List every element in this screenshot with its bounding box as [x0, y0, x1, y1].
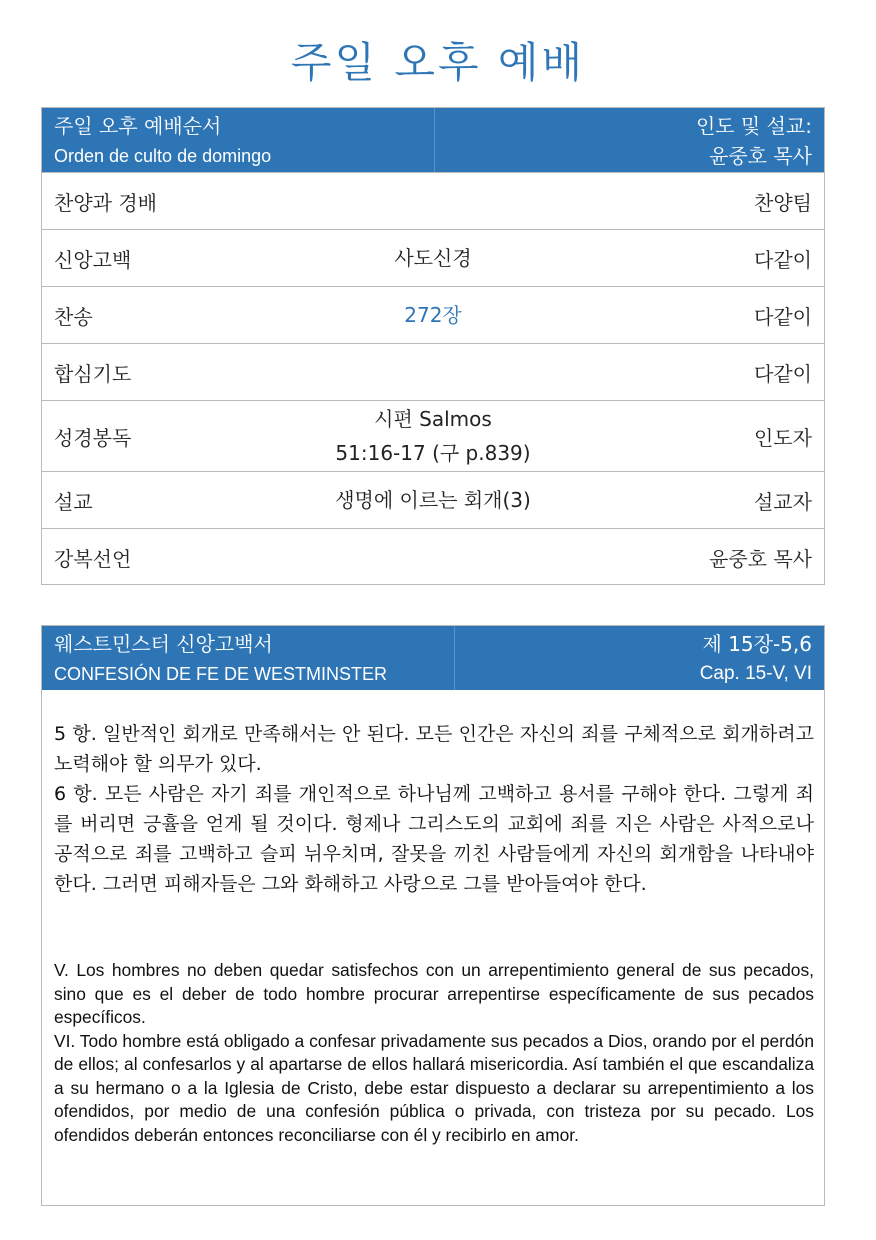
row-by: 설교자 — [754, 489, 812, 514]
table-row — [42, 400, 824, 471]
row-content: 사도신경 — [394, 246, 472, 270]
row-item: 합심기도 — [54, 361, 132, 386]
confession-text-ko — [54, 719, 814, 899]
confession-header-left — [42, 626, 387, 690]
row-content — [42, 344, 824, 400]
row-by: 다같이 — [754, 361, 812, 386]
row-item: 강복선언 — [54, 546, 132, 571]
row-item: 찬송 — [54, 304, 93, 329]
row-item: 신앙고백 — [54, 247, 132, 272]
paragraph: V. Los hombres no deben quedar satisfechos con un arrepentimiento general de sus pecados, sino que es el deber de todo hombre procurar arrepentirse específicamente de sus pecados específicos. — [54, 960, 814, 1027]
row-by: 찬양팀 — [754, 190, 812, 215]
leader-name: 윤중호 목사 — [709, 144, 812, 168]
worship-order-title-ko: 주일 오후 예배순서 — [54, 114, 222, 138]
chapter-ref-es: Cap. 15-V, VI — [699, 663, 812, 684]
table-row — [42, 229, 824, 286]
header-right — [696, 108, 824, 172]
paragraph: 5 항. 일반적인 회개로 만족해서는 안 된다. 모든 인간은 자신의 죄를 구체적으로 회개하려고 노력해야 할 의무가 있다. — [54, 723, 814, 775]
leader-label: 인도 및 설교: — [695, 114, 812, 138]
table-row — [42, 528, 824, 585]
worship-order-header — [42, 108, 824, 172]
scripture-book: 시편 Salmos — [374, 407, 492, 431]
sermon-title: 생명에 이르는 회개(3) — [335, 488, 531, 512]
header-left — [42, 108, 271, 172]
scripture-reading — [42, 401, 824, 471]
row-by: 다같이 — [754, 247, 812, 272]
confession-header-right — [700, 626, 824, 690]
header-divider — [434, 108, 435, 172]
confession-text-es — [54, 959, 814, 1147]
row-item: 성경봉독 — [54, 425, 132, 450]
row-item: 찬양과 경배 — [54, 190, 157, 215]
confession-panel — [41, 625, 825, 1206]
row-by: 윤중호 목사 — [709, 546, 812, 571]
confession-title-ko: 웨스트민스터 신앙고백서 — [54, 632, 273, 656]
hymn-number: 272장 — [404, 303, 462, 327]
header-divider — [454, 626, 455, 690]
confession-header — [42, 626, 824, 690]
table-row — [42, 172, 824, 229]
worship-order-title-es: Orden de culto de domingo — [54, 146, 272, 166]
row-by: 다같이 — [754, 304, 812, 329]
row-content — [42, 529, 824, 585]
table-row — [42, 343, 824, 400]
row-content — [42, 173, 824, 229]
row-item: 설교 — [54, 489, 93, 514]
confession-title-es: CONFESIÓN DE FE DE WESTMINSTER — [54, 664, 388, 684]
scripture-reference: 51:16-17 (구 p.839) — [335, 441, 531, 465]
paragraph: 6 항. 모든 사람은 자기 죄를 개인적으로 하나님께 고백하고 용서를 구해야 한다. 그렇게 죄를 버리면 긍휼을 얻게 될 것이다. 형제나 그리스도의 교회에 죄를 지은 사람은 사적으로나 공적으로 죄를 고백하고 슬피 뉘우치며, 잘못을 끼친 사람들에게 자신의 회개함을 나타내야 한다. 그러면 피해자들은 그와 화해하고 사랑으로 그를 받아들여야 한다. — [54, 783, 814, 895]
paragraph: VI. Todo hombre está obligado a confesar privadamente sus pecados a Dios, orando por el perdón de ellos; al confesarlos y al apartarse de ellos hallará misericordia. Así también el que escandaliza a su hermano o a la Iglesia de Cristo, debe estar dispuesto a declarar su arrepentimiento a los ofendidos, por medio de una confesión pública o privada, con tristeza por su pecado. Los ofendidos deberán entonces reconciliarse con él y recibirlo en amor. — [54, 1030, 814, 1145]
table-row — [42, 471, 824, 528]
page-title: 주일 오후 예배 — [290, 38, 586, 87]
worship-order-table — [41, 107, 825, 585]
row-by: 인도자 — [754, 425, 812, 450]
chapter-ref-ko: 제 15장-5,6 — [702, 632, 812, 656]
table-row — [42, 286, 824, 343]
